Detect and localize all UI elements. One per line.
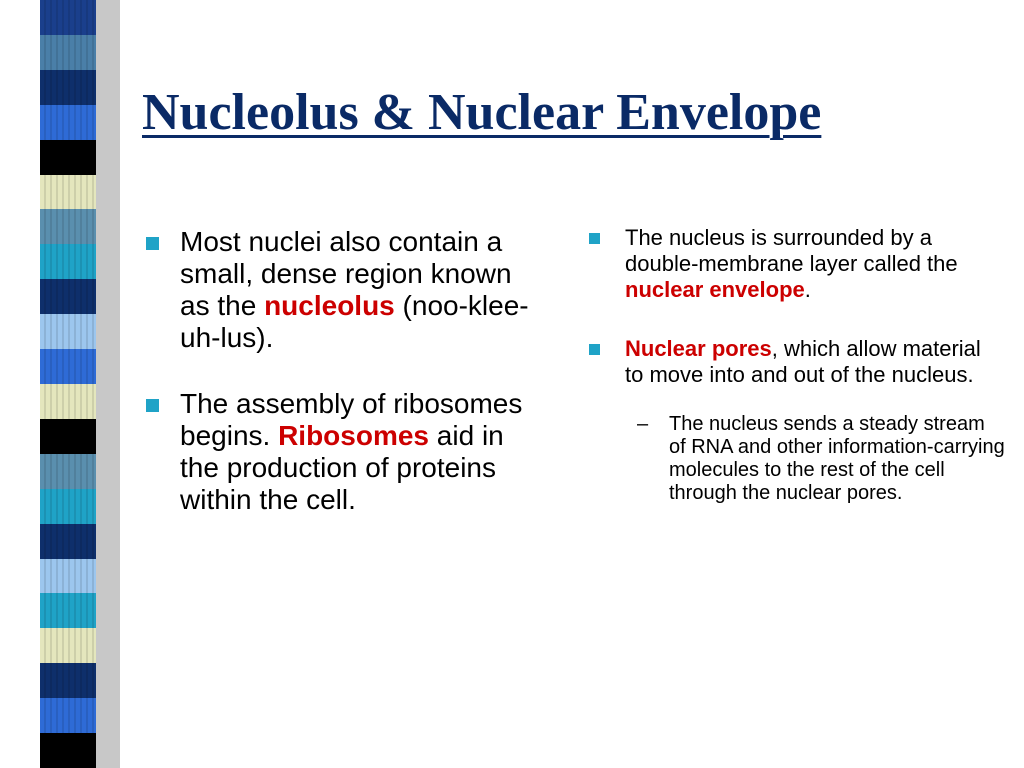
square-bullet-icon [589, 344, 600, 355]
bullet-text: The assembly of ribosomes begins. [180, 388, 523, 451]
square-bullet-icon [589, 233, 600, 244]
bullet-nuclear-pores [585, 336, 1005, 388]
bullet-ribosomes [140, 388, 540, 516]
square-bullet-icon [146, 237, 159, 250]
sub-bullet-rna-stream [585, 413, 1005, 505]
sub-bullet-text: The nucleus sends a steady stream of RNA and other information-carrying molecules to the rest of the cell through the nuclear pores. [669, 413, 1005, 504]
bullet-text: . [804, 277, 811, 302]
bullet-text: aid in the production of proteins within the cell. [180, 420, 504, 515]
bullet-text: , which allow material to move into and out of the nucleus. [625, 336, 981, 387]
slide-title: Nucleolus & Nuclear Envelope [142, 84, 822, 141]
decorative-stripe-shadow [96, 0, 120, 768]
left-column [140, 226, 540, 550]
right-column [585, 225, 1005, 505]
square-bullet-icon [146, 399, 159, 412]
bullet-text: (noo-klee-uh-lus). [180, 290, 529, 353]
highlight-term: nucleolus [264, 290, 395, 321]
dash-bullet-icon: – [637, 413, 649, 435]
bullet-nucleolus [140, 226, 540, 354]
highlight-term: Nuclear pores [625, 336, 772, 361]
highlight-term: Ribosomes [278, 420, 430, 451]
bullet-nuclear-envelope [585, 225, 1005, 303]
bullet-text: Most nuclei also contain a small, dense region known as the [180, 226, 512, 321]
bullet-text: The nucleus is surrounded by a double-membrane layer called the [625, 225, 958, 276]
decorative-stripe-bar [40, 0, 96, 768]
highlight-term: nuclear envelope [625, 277, 805, 302]
stripe-texture [40, 0, 96, 768]
